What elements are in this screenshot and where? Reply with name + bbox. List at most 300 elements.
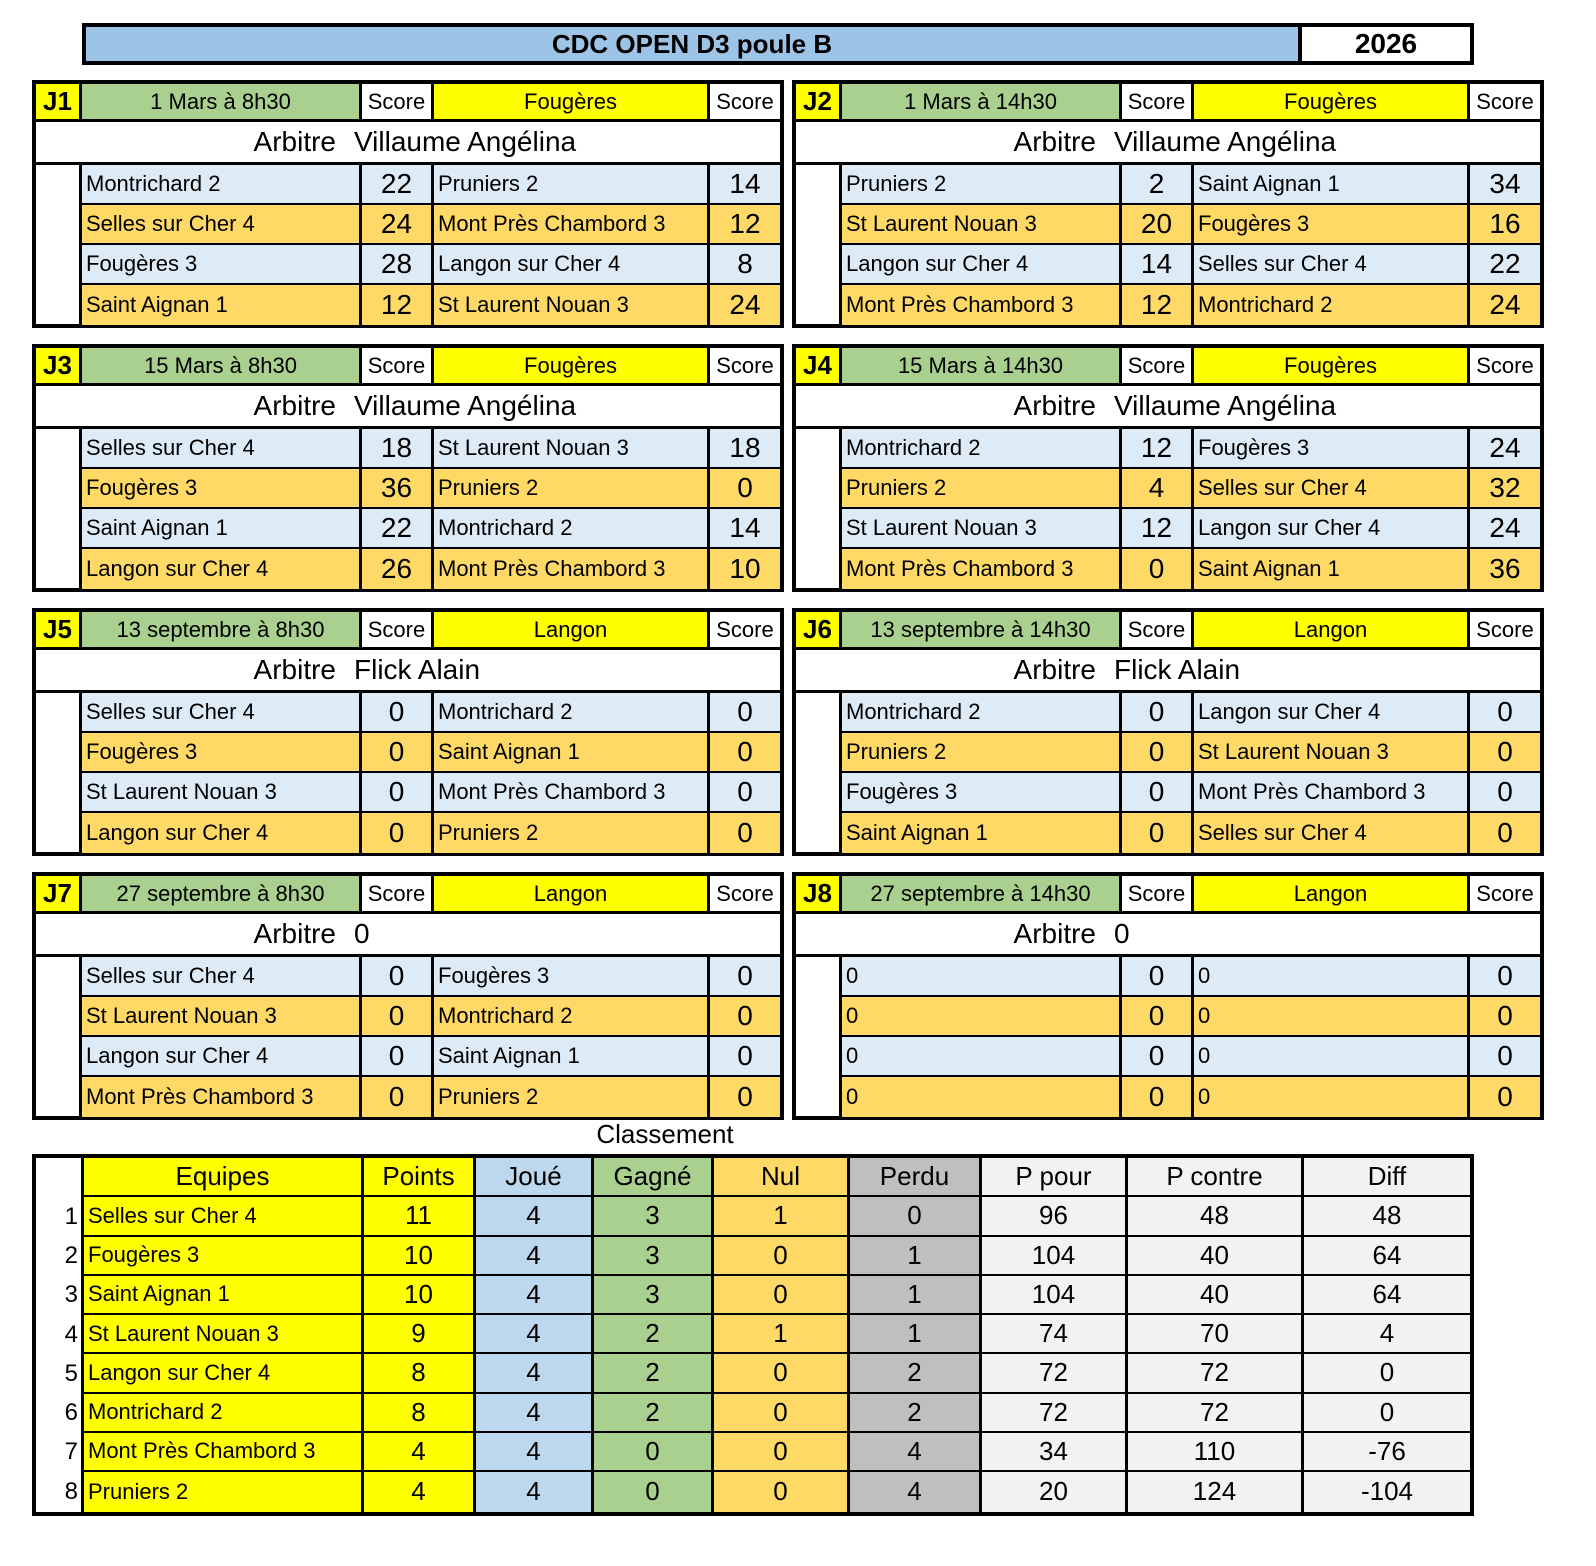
block-margin: [796, 690, 842, 852]
arbitre-label: Arbitre: [1013, 654, 1096, 685]
match-row: [842, 469, 1540, 509]
perdu-value: 1: [850, 1276, 979, 1315]
joue-value: 4: [476, 1276, 591, 1315]
arbitre-row: [796, 122, 1540, 162]
away-team: Langon sur Cher 4: [1194, 693, 1470, 731]
joue-column: [476, 1158, 594, 1512]
home-score: 4: [1122, 469, 1194, 507]
away-score: 34: [1489, 168, 1521, 199]
home-score: 0: [1122, 693, 1194, 731]
match-row: [842, 733, 1540, 773]
rank-number: 5: [64, 1359, 78, 1387]
away-score: 0: [1497, 1081, 1513, 1112]
away-team: Montrichard 2: [434, 693, 710, 731]
away-team: Mont Près Chambord 3: [434, 773, 710, 811]
home-team: Fougères 3: [82, 245, 362, 283]
arbitre-row: [796, 650, 1540, 690]
away-team: 0: [1194, 997, 1470, 1035]
home-score: 0: [1122, 773, 1194, 811]
rank-number: 6: [64, 1399, 78, 1427]
away-score: 24: [1489, 512, 1521, 543]
score-header: Score: [1470, 84, 1540, 119]
away-score: 14: [729, 512, 761, 543]
away-score: 24: [1489, 289, 1521, 320]
home-score: 12: [1122, 429, 1194, 467]
away-score: 22: [1489, 248, 1521, 279]
match-list: [842, 426, 1540, 588]
away-score: 24: [1489, 432, 1521, 463]
home-team: St Laurent Nouan 3: [82, 997, 362, 1035]
perdu-value: 4: [907, 1476, 922, 1507]
home-score: 0: [362, 773, 434, 811]
home-team: Pruniers 2: [842, 733, 1122, 771]
home-team: Montrichard 2: [842, 693, 1122, 731]
away-score: 0: [737, 472, 753, 503]
home-score: 0: [362, 1037, 434, 1075]
away-score: 14: [729, 168, 761, 199]
match-row: [842, 285, 1540, 325]
team-name: St Laurent Nouan 3: [84, 1315, 361, 1354]
home-score: 28: [362, 245, 434, 283]
score-header: Score: [1470, 612, 1540, 647]
journee-id: J6: [796, 612, 842, 647]
home-team: 0: [842, 1037, 1122, 1075]
match-row: [82, 165, 780, 205]
away-score: 0: [737, 817, 753, 848]
home-team: 0: [842, 1077, 1122, 1117]
away-score: 0: [737, 776, 753, 807]
rank-number: 8: [64, 1477, 78, 1505]
away-score: 0: [1497, 696, 1513, 727]
gagne-value: 3: [594, 1276, 711, 1315]
column-header: Nul: [714, 1158, 847, 1197]
arbitre-row: [796, 914, 1540, 954]
rank-number: 7: [64, 1438, 78, 1466]
home-team: Montrichard 2: [842, 429, 1122, 467]
arbitre-label: Arbitre: [253, 126, 336, 157]
journee-date: 27 septembre à 8h30: [82, 876, 362, 911]
journee-header: [796, 348, 1540, 386]
away-team: Saint Aignan 1: [1194, 165, 1470, 203]
match-row: [842, 813, 1540, 853]
arbitre-label: Arbitre: [1013, 918, 1096, 949]
home-team: St Laurent Nouan 3: [842, 509, 1122, 547]
diff-value: 0: [1304, 1354, 1470, 1393]
home-team: Langon sur Cher 4: [842, 245, 1122, 283]
home-score: 22: [362, 509, 434, 547]
page-title: CDC OPEN D3 poule B: [86, 27, 1302, 61]
rank-number: 3: [64, 1281, 78, 1309]
joue-value: 4: [476, 1197, 591, 1236]
home-team: St Laurent Nouan 3: [842, 205, 1122, 243]
journee-header: [36, 84, 780, 122]
match-list: [82, 162, 780, 324]
match-row: [82, 733, 780, 773]
nul-column: [714, 1158, 850, 1512]
perdu-column: [850, 1158, 982, 1512]
match-row: [82, 1077, 780, 1117]
ranking-table: [32, 1154, 1474, 1516]
away-team: Saint Aignan 1: [1194, 549, 1470, 589]
pcontre-value: 72: [1128, 1354, 1301, 1393]
away-score: 0: [737, 960, 753, 991]
pcontre-value: 70: [1128, 1315, 1301, 1354]
gagne-value: 0: [645, 1476, 660, 1507]
nul-value: 0: [714, 1354, 847, 1393]
home-team: 0: [842, 957, 1122, 995]
score-header: Score: [362, 348, 434, 383]
score-header: Score: [710, 348, 780, 383]
home-team: Langon sur Cher 4: [82, 1037, 362, 1075]
nul-value: 0: [714, 1394, 847, 1433]
arbitre-name: Flick Alain: [354, 654, 481, 685]
away-score: 24: [729, 289, 761, 320]
away-score: 16: [1489, 208, 1521, 239]
journee-venue: Fougères: [434, 348, 710, 383]
away-score: 0: [1497, 776, 1513, 807]
home-score: 2: [1122, 165, 1194, 203]
away-team: Montrichard 2: [434, 997, 710, 1035]
column-header: P contre: [1128, 1158, 1301, 1197]
match-row: [842, 693, 1540, 733]
team-name: Mont Près Chambord 3: [84, 1433, 361, 1472]
away-team: Mont Près Chambord 3: [1194, 773, 1470, 811]
perdu-value: 1: [850, 1237, 979, 1276]
pcontre-value: 40: [1128, 1237, 1301, 1276]
home-team: Selles sur Cher 4: [82, 693, 362, 731]
ppour-value: 96: [982, 1197, 1125, 1236]
home-score: 14: [1122, 245, 1194, 283]
match-row: [82, 429, 780, 469]
score-header: Score: [1122, 612, 1194, 647]
away-team: St Laurent Nouan 3: [434, 429, 710, 467]
home-team: Mont Près Chambord 3: [842, 549, 1122, 589]
column-header: Points: [364, 1158, 473, 1197]
journee-id: J3: [36, 348, 82, 383]
journee-id: J2: [796, 84, 842, 119]
journee-venue: Langon: [434, 612, 710, 647]
home-team: 0: [842, 997, 1122, 1035]
gagne-value: 0: [594, 1433, 711, 1472]
journee-header: [36, 612, 780, 650]
gagne-value: 2: [594, 1354, 711, 1393]
journee-header: [796, 876, 1540, 914]
joue-value: 4: [476, 1394, 591, 1433]
arbitre-label: Arbitre: [253, 654, 336, 685]
match-row: [82, 813, 780, 853]
home-team: Saint Aignan 1: [82, 509, 362, 547]
journee-id: J1: [36, 84, 82, 119]
points-value: 4: [411, 1476, 426, 1507]
column-header: Diff: [1304, 1158, 1470, 1197]
journee-id: J8: [796, 876, 842, 911]
team-name: Montrichard 2: [84, 1394, 361, 1433]
block-margin: [796, 426, 842, 588]
match-list: [82, 690, 780, 852]
points-value: 8: [364, 1394, 473, 1433]
joue-value: 4: [476, 1433, 591, 1472]
away-team: Selles sur Cher 4: [1194, 245, 1470, 283]
away-score: 0: [737, 696, 753, 727]
journee-block-j7: [32, 872, 784, 1120]
team-column: [84, 1158, 364, 1512]
block-margin: [36, 954, 82, 1116]
arbitre-row: [36, 386, 780, 426]
match-list: [82, 426, 780, 588]
home-score: 0: [362, 1077, 434, 1117]
away-score: 8: [737, 248, 753, 279]
match-row: [82, 549, 780, 589]
match-list: [842, 162, 1540, 324]
diff-value: 64: [1304, 1276, 1470, 1315]
match-list: [842, 954, 1540, 1116]
gagne-value: 3: [594, 1197, 711, 1236]
match-row: [842, 165, 1540, 205]
pcontre-value: 48: [1128, 1197, 1301, 1236]
match-row: [842, 1077, 1540, 1117]
points-value: 10: [364, 1276, 473, 1315]
team-name: Pruniers 2: [88, 1478, 189, 1504]
home-score: 0: [362, 813, 434, 853]
away-team: Saint Aignan 1: [434, 1037, 710, 1075]
arbitre-row: [796, 386, 1540, 426]
arbitre-name: 0: [1114, 918, 1130, 949]
away-team: Mont Près Chambord 3: [434, 549, 710, 589]
gagne-value: 2: [594, 1394, 711, 1433]
arbitre-name: Villaume Angélina: [354, 390, 577, 421]
year-label: 2026: [1354, 28, 1418, 59]
joue-value: 4: [476, 1354, 591, 1393]
match-row: [842, 957, 1540, 997]
block-margin: [796, 954, 842, 1116]
points-value: 8: [364, 1354, 473, 1393]
away-score: 12: [729, 208, 761, 239]
away-score: 32: [1489, 472, 1521, 503]
points-column: [364, 1158, 476, 1512]
journee-header: [796, 84, 1540, 122]
journee-id: J4: [796, 348, 842, 383]
match-row: [82, 773, 780, 813]
home-team: Saint Aignan 1: [82, 285, 362, 325]
home-team: Pruniers 2: [842, 165, 1122, 203]
away-team: St Laurent Nouan 3: [1194, 733, 1470, 771]
ppour-value: 72: [982, 1394, 1125, 1433]
block-margin: [36, 162, 82, 324]
ppour-value: 72: [982, 1354, 1125, 1393]
match-row: [842, 997, 1540, 1037]
joue-value: 4: [476, 1315, 591, 1354]
pcontre-value: 110: [1128, 1433, 1301, 1472]
joue-value: 4: [526, 1476, 541, 1507]
score-header: Score: [710, 876, 780, 911]
away-score: 0: [1497, 1000, 1513, 1031]
match-row: [82, 693, 780, 733]
nul-value: 0: [773, 1476, 788, 1507]
home-score: 0: [1122, 957, 1194, 995]
score-header: Score: [1122, 876, 1194, 911]
arbitre-name: Flick Alain: [1114, 654, 1241, 685]
diff-value: 48: [1304, 1197, 1470, 1236]
match-row: [842, 205, 1540, 245]
column-header: Joué: [476, 1158, 591, 1197]
away-score: 0: [737, 1081, 753, 1112]
perdu-value: 4: [850, 1433, 979, 1472]
away-team: Montrichard 2: [1194, 285, 1470, 325]
journee-header: [796, 612, 1540, 650]
team-name: Langon sur Cher 4: [84, 1354, 361, 1393]
column-header: Gagné: [594, 1158, 711, 1197]
column-header: P pour: [982, 1158, 1125, 1197]
home-score: 0: [1122, 997, 1194, 1035]
home-score: 0: [1122, 733, 1194, 771]
journee-header: [36, 348, 780, 386]
diff-column: [1304, 1158, 1470, 1512]
journee-block-j6: [792, 608, 1544, 856]
match-row: [82, 957, 780, 997]
ppour-value: 74: [982, 1315, 1125, 1354]
journee-venue: Langon: [434, 876, 710, 911]
rank-number: 4: [64, 1320, 78, 1348]
away-score: 10: [729, 553, 761, 584]
score-header: Score: [1470, 876, 1540, 911]
rank-number: 1: [64, 1202, 78, 1230]
away-team: Montrichard 2: [434, 509, 710, 547]
away-team: 0: [1194, 1037, 1470, 1075]
home-score: 22: [362, 165, 434, 203]
team-name: Selles sur Cher 4: [84, 1197, 361, 1236]
away-team: Pruniers 2: [434, 1077, 710, 1117]
points-value: 4: [364, 1433, 473, 1472]
arbitre-name: Villaume Angélina: [1114, 126, 1337, 157]
diff-value: -104: [1360, 1476, 1414, 1507]
block-margin: [36, 690, 82, 852]
away-score: 0: [1497, 1040, 1513, 1071]
match-row: [82, 1037, 780, 1077]
away-score: 0: [1497, 960, 1513, 991]
home-team: Fougères 3: [82, 469, 362, 507]
match-row: [842, 429, 1540, 469]
match-list: [82, 954, 780, 1116]
away-score: 0: [737, 736, 753, 767]
arbitre-label: Arbitre: [253, 390, 336, 421]
home-team: Montrichard 2: [82, 165, 362, 203]
away-score: 0: [737, 1040, 753, 1071]
nul-value: 1: [714, 1315, 847, 1354]
journee-block-j3: [32, 344, 784, 592]
home-team: Pruniers 2: [842, 469, 1122, 507]
pcontre-value: 40: [1128, 1276, 1301, 1315]
score-header: Score: [362, 84, 434, 119]
home-score: 18: [362, 429, 434, 467]
away-team: Langon sur Cher 4: [434, 245, 710, 283]
away-team: Selles sur Cher 4: [1194, 813, 1470, 853]
home-score: 26: [362, 549, 434, 589]
home-score: 0: [362, 957, 434, 995]
ppour-value: 104: [982, 1237, 1125, 1276]
gagne-column: [594, 1158, 714, 1512]
away-team: Fougères 3: [1194, 205, 1470, 243]
home-score: 12: [1122, 509, 1194, 547]
score-header: Score: [1470, 348, 1540, 383]
match-row: [842, 509, 1540, 549]
arbitre-name: 0: [354, 918, 370, 949]
score-header: Score: [362, 876, 434, 911]
ppour-value: 104: [982, 1276, 1125, 1315]
away-team: Saint Aignan 1: [434, 733, 710, 771]
home-team: Mont Près Chambord 3: [842, 285, 1122, 325]
journee-date: 1 Mars à 14h30: [842, 84, 1122, 119]
arbitre-label: Arbitre: [1013, 126, 1096, 157]
points-value: 10: [364, 1237, 473, 1276]
block-margin: [36, 426, 82, 588]
diff-value: 0: [1304, 1394, 1470, 1433]
arbitre-label: Arbitre: [253, 918, 336, 949]
match-row: [842, 773, 1540, 813]
away-score: 0: [737, 1000, 753, 1031]
match-row: [82, 245, 780, 285]
home-team: Selles sur Cher 4: [82, 957, 362, 995]
journee-date: 15 Mars à 8h30: [82, 348, 362, 383]
away-team: Selles sur Cher 4: [1194, 469, 1470, 507]
match-row: [842, 549, 1540, 589]
match-row: [82, 469, 780, 509]
team-name: Saint Aignan 1: [84, 1276, 361, 1315]
title-bar: [82, 23, 1474, 65]
rank-column: [36, 1158, 84, 1512]
nul-value: 0: [714, 1276, 847, 1315]
score-header: Score: [1122, 84, 1194, 119]
away-team: Langon sur Cher 4: [1194, 509, 1470, 547]
away-team: Fougères 3: [1194, 429, 1470, 467]
match-row: [82, 509, 780, 549]
home-team: Saint Aignan 1: [842, 813, 1122, 853]
home-score: 0: [362, 997, 434, 1035]
journee-block-j1: [32, 80, 784, 328]
away-score: 0: [1497, 736, 1513, 767]
gagne-value: 2: [594, 1315, 711, 1354]
pcontre-value: 72: [1128, 1394, 1301, 1433]
away-score: 36: [1489, 553, 1521, 584]
match-row: [82, 205, 780, 245]
journee-header: [36, 876, 780, 914]
column-header: Perdu: [850, 1158, 979, 1197]
away-score: 18: [729, 432, 761, 463]
nul-value: 0: [714, 1237, 847, 1276]
score-header: Score: [710, 612, 780, 647]
journee-venue: Fougères: [1194, 84, 1470, 119]
home-score: 0: [1122, 1037, 1194, 1075]
gagne-value: 3: [594, 1237, 711, 1276]
joue-value: 4: [476, 1237, 591, 1276]
journee-id: J5: [36, 612, 82, 647]
diff-value: 64: [1304, 1237, 1470, 1276]
journee-venue: Fougères: [434, 84, 710, 119]
journee-block-j4: [792, 344, 1544, 592]
away-team: Mont Près Chambord 3: [434, 205, 710, 243]
nul-value: 0: [714, 1433, 847, 1472]
home-team: Langon sur Cher 4: [82, 813, 362, 853]
away-team: Pruniers 2: [434, 469, 710, 507]
journee-date: 13 septembre à 14h30: [842, 612, 1122, 647]
score-header: Score: [362, 612, 434, 647]
match-row: [82, 997, 780, 1037]
home-team: Fougères 3: [842, 773, 1122, 811]
home-score: 12: [362, 285, 434, 325]
match-list: [842, 690, 1540, 852]
home-team: Selles sur Cher 4: [82, 205, 362, 243]
match-row: [82, 285, 780, 325]
journee-venue: Langon: [1194, 876, 1470, 911]
